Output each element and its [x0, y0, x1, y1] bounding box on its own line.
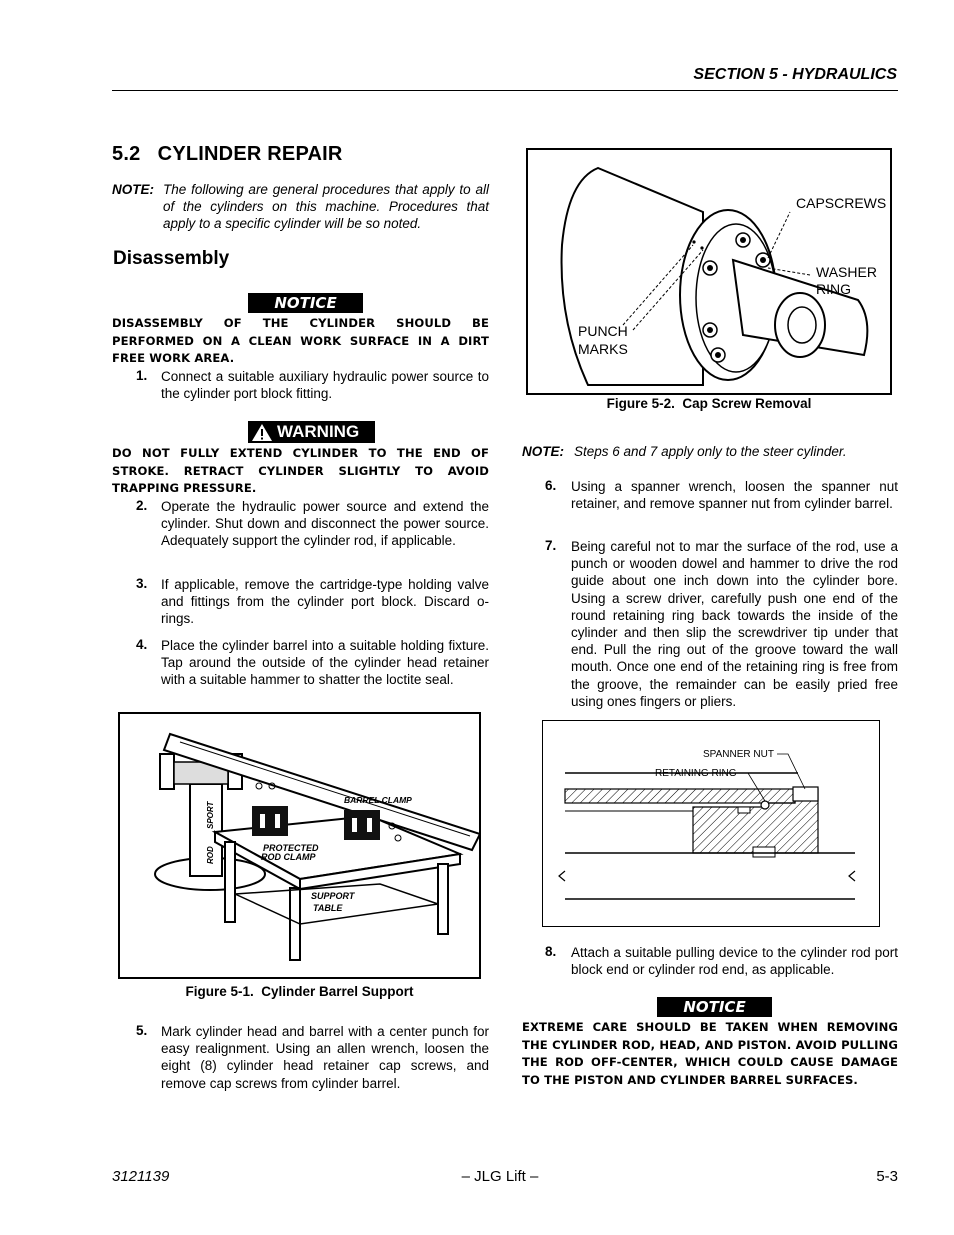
- section-header: SECTION 5 - HYDRAULICS: [693, 66, 897, 83]
- label-capscrews: CAPSCREWS: [796, 195, 887, 211]
- warning-text: DO NOT FULLY EXTEND CYLINDER TO THE END OF STROKE. RETRACT CYLINDER SLIGHTLY TO AVOID TRAPPING PRESSURE.: [112, 446, 489, 495]
- footer-page-number: 5-3: [876, 1168, 898, 1185]
- notice-text: EXTREME CARE SHOULD BE TAKEN WHEN REMOVING THE CYLINDER ROD, HEAD, AND PISTON. AVOID PULLING THE ROD OFF-CENTER, WHICH COULD CAUSE DAMAGE TO THE PISTON AND CYLINDER BARREL SURFACES.: [522, 1020, 898, 1087]
- notice-badge: NOTICE: [248, 293, 363, 313]
- spanner-nut-illustration: [543, 721, 878, 925]
- step-number: 7.: [545, 538, 557, 553]
- header-rule: [112, 90, 898, 91]
- label-rod: ROD: [206, 846, 215, 864]
- step-number: 2.: [136, 498, 148, 513]
- label-washer: WASHER: [816, 264, 877, 280]
- section-title: 5.2 CYLINDER REPAIR: [112, 143, 343, 165]
- figure-spanner-nut: [542, 720, 880, 927]
- label-support: SUPPORT: [311, 891, 355, 901]
- step-text: Using a spanner wrench, loosen the spanner nut retainer, and remove spanner nut from cylinder barrel.: [571, 479, 898, 512]
- warning-badge: [248, 421, 375, 443]
- figure-cap-screw-removal: [526, 148, 892, 395]
- label-marks: MARKS: [578, 341, 628, 357]
- note-label: NOTE:: [112, 182, 154, 197]
- label-sport: SPORT: [206, 801, 215, 829]
- figure-cylinder-barrel-support: [118, 712, 481, 979]
- step-number: 6.: [545, 478, 557, 493]
- warning-label: WARNING: [277, 422, 360, 441]
- steer-note: [522, 443, 898, 461]
- step-number: 3.: [136, 576, 148, 591]
- step-text: If applicable, remove the cartridge-type holding valve and fittings from the cylinder port block. Discard o-rings.: [161, 577, 489, 627]
- notice-badge: NOTICE: [657, 997, 772, 1017]
- notice-text: DISASSEMBLY OF THE CYLINDER SHOULD BE PERFORMED ON A CLEAN WORK SURFACE IN A DIRT FREE WORK AREA.: [112, 316, 489, 365]
- label-ring: RING: [816, 281, 851, 297]
- label-barrel-clamp: BARREL CLAMP: [344, 795, 412, 805]
- label-punch: PUNCH: [578, 323, 628, 339]
- step-text: Mark cylinder head and barrel with a center punch for easy realignment. Using an allen wrench, loosen the eight (8) cylinder head retainer cap screws, and remove cap screws from cylinder barrel.: [161, 1024, 489, 1091]
- figure-2-caption: Figure 5-2. Cap Screw Removal: [606, 396, 812, 411]
- note-text: Steps 6 and 7 apply only to the steer cylinder.: [574, 444, 847, 459]
- figure-1-caption: Figure 5-1. Cylinder Barrel Support: [185, 984, 414, 999]
- label-rod-clamp: ROD CLAMP: [261, 852, 316, 862]
- label-retaining-ring: RETAINING RING: [655, 768, 737, 779]
- label-table: TABLE: [313, 903, 343, 913]
- step-text: Operate the hydraulic power source and extend the cylinder. Shut down and disconnect the power source. Adequately support the cylinder rod, if applicable.: [161, 499, 489, 549]
- cylinder-barrel-support-illustration: [120, 714, 479, 977]
- step-text: Being careful not to mar the surface of the rod, use a punch or wooden dowel and hammer to drive the rod guide about one inch down into the cylinder bore. Using a screw driver, carefully push one end of the round retaining ring back towards the inside of the cylinder and then slip the screwdriver tip under that end. Pull the ring out of the groove toward the wall mouth. Once one end of the retaining ring is free from the groove, the remainder can be easily pried free using ones fingers or pliers.: [571, 539, 898, 709]
- step-text: Place the cylinder barrel into a suitable holding fixture. Tap around the outside of the cylinder head retainer with a suitable hammer to shatter the loctite seal.: [161, 638, 489, 688]
- step-number: 4.: [136, 637, 148, 652]
- step-number: 8.: [545, 944, 557, 959]
- label-protected: PROTECTED: [263, 843, 319, 853]
- footer-doc-number: 3121139: [112, 1168, 170, 1185]
- note-label: NOTE:: [522, 444, 564, 459]
- label-spanner-nut: SPANNER NUT: [703, 749, 774, 760]
- footer-center: – JLG Lift –: [461, 1168, 539, 1185]
- warning-triangle-icon: [251, 422, 273, 442]
- step-text: Attach a suitable pulling device to the cylinder rod port block end or cylinder rod end, as applicable.: [571, 945, 898, 978]
- step-text: Connect a suitable auxiliary hydraulic power source to the cylinder port block fitting.: [161, 369, 489, 402]
- step-number: 1.: [136, 368, 148, 383]
- cap-screw-removal-illustration: [528, 150, 890, 393]
- intro-note: [112, 181, 489, 233]
- subsection-title: Disassembly: [113, 248, 230, 269]
- step-number: 5.: [136, 1023, 148, 1038]
- note-text: The following are general procedures that apply to all of the cylinders on this machine. Procedures that apply to a specific cylinder will be so noted.: [163, 182, 489, 231]
